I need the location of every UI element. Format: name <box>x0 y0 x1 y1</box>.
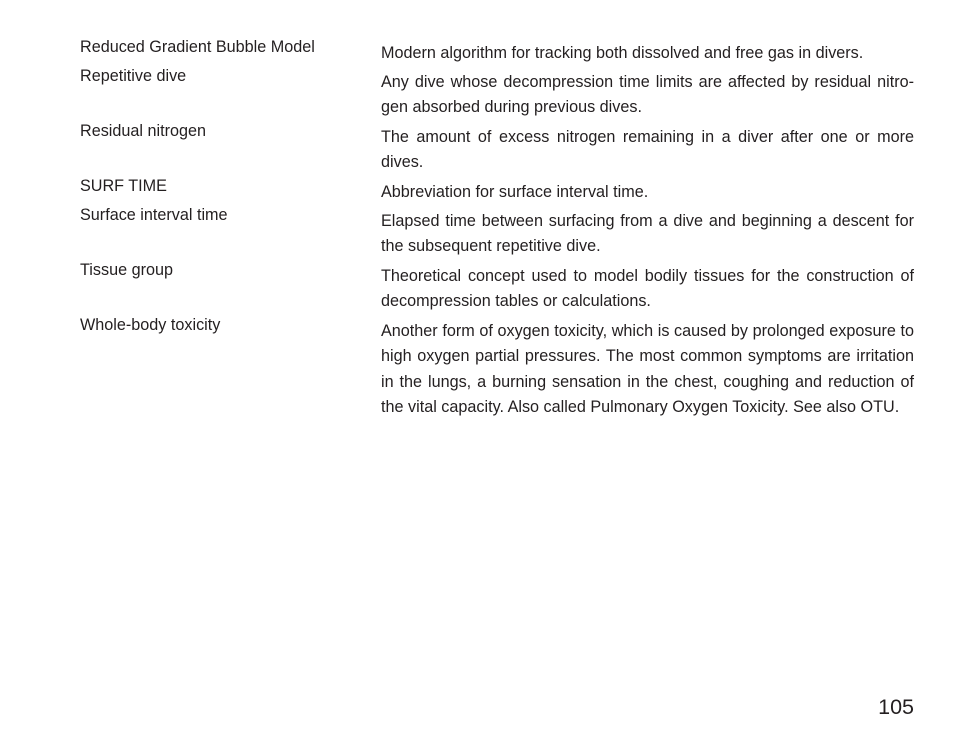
glossary-definition: Any dive whose decompression time limits are affected by residual nitrogen absorbed during previous dives. <box>381 73 914 117</box>
glossary-term: Surface interval time <box>80 206 228 224</box>
page-number: 105 <box>878 695 914 719</box>
glossary-definition: Theoretical concept used to model bodily tissues for the construction of decompression tables or calculations. <box>381 267 914 311</box>
glossary-term: Reduced Gradient Bubble Model <box>80 38 315 56</box>
glossary-definition: Modern algorithm for tracking both dissolved and free gas in divers. <box>381 44 864 62</box>
glossary-term: SURF TIME <box>80 177 167 195</box>
glossary-term: Tissue group <box>80 261 173 279</box>
glossary-term: Whole-body toxicity <box>80 316 221 334</box>
glossary-term: Repetitive dive <box>80 67 187 85</box>
glossary-term: Residual nitrogen <box>80 122 206 140</box>
glossary-definition: Abbreviation for surface interval time. <box>381 183 649 201</box>
glossary-definition: Elapsed time between surfacing from a dive and beginning a descent for the subsequent repetitive dive. <box>381 212 914 256</box>
glossary-definition: Another form of oxygen toxicity, which is caused by prolonged exposure to high oxygen partial pressures. The most common symptoms are irritation in the lungs, a burning sensation in the chest, coughing and reduction of the vital capacity. Also called Pulmonary Oxygen Toxicity. See also OTU. <box>381 322 914 416</box>
glossary-definition: The amount of excess nitrogen remaining in a diver after one or more dives. <box>381 128 914 172</box>
